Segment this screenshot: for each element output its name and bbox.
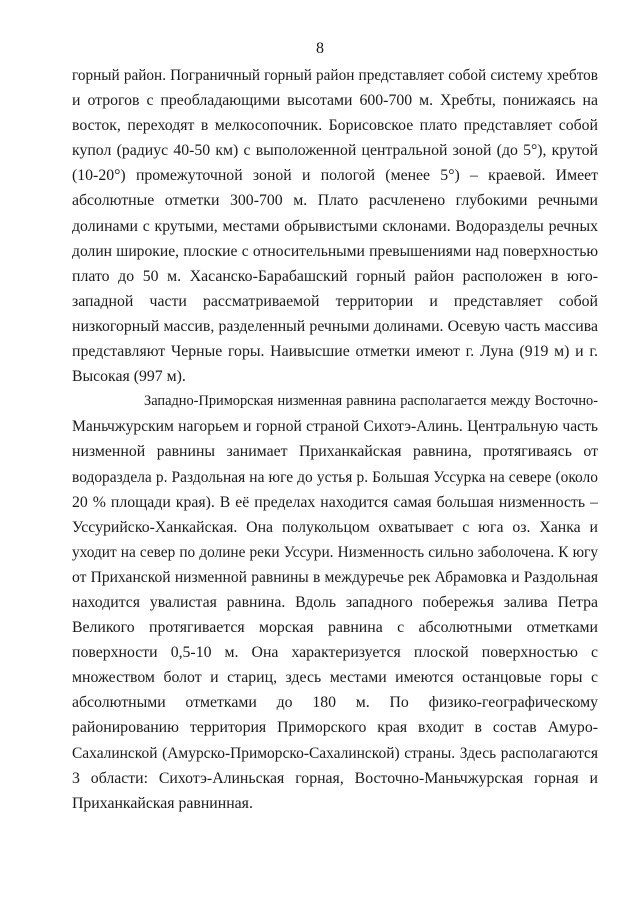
text-line: восток, переходят в мелкосопочник. Борисовское плато представляет собой [72,117,598,135]
text-line: и отрогов с преобладающими высотами 600-700 м. Хребты, понижаясь на [72,92,598,110]
text-line: Великого протягивается морская равнина с абсолютными отметками [72,619,598,637]
text-line: абсолютные отметки 300-700 м. Плато расчленено глубокими речными [72,192,598,210]
text-line: районированию территория Приморского края входит в состав Амуро- [72,719,598,737]
text-line: горный район. Пограничный горный район представляет собой систему хребтов [72,67,598,84]
text-line: от Приханской низменной равнины в междуречье рек Абрамовка и Раздольная [72,568,598,586]
text-line: (10-20°) промежуточной зоной и пологой (менее 5°) – краевой. Имеет [72,167,598,185]
text-line: абсолютными отметками до 180 м. По физико-географическому [72,694,598,712]
text-line: низкогорный массив, разделенный речными долинами. Осевую часть массива [72,317,598,335]
text-line: представляют Черные горы. Наивысшие отметки имеют г. Луна (919 м) и г. [72,343,598,361]
text-line: 20 % площади края). В её пределах находится самая большая низменность – [72,493,598,511]
text-line: купол (радиус 40-50 км) с выположенной центральной зоной (до 5°), крутой [72,142,598,160]
paragraph-western-plain [72,389,598,816]
text-line: Приханкайская равнинная. [72,794,253,812]
text-line: водораздела р. Раздольная на юге до устья р. Большая Уссурка на севере (около [72,468,598,486]
text-line: поверхности 0,5-10 м. Она характеризуется плоской поверхностью с [72,644,598,662]
text-line: западной части рассматриваемой территории и представляет собой [72,292,598,310]
text-line: Уссурийско-Ханкайская. Она полукольцом охватывает с юга оз. Ханка и [72,518,598,536]
text-line: долин широкие, плоские с относительными превышениями над поверхностью [72,242,598,260]
text-line: низменной равнины занимает Приханкайская равнина, протягиваясь от [72,443,598,461]
text-line: уходит на север по долине реки Уссури. Низменность сильно заболочена. К югу [72,543,598,561]
text-line: множеством болот и стариц, здесь местами имеются останцовые горы с [72,669,598,687]
text-line: плато до 50 м. Хасанско-Барабашский горный район расположен в юго- [72,267,598,285]
body-text [72,63,598,816]
text-line: Маньчжурским нагорьем и горной страной Сихотэ-Алинь. Центральную часть [72,418,598,436]
text-line: Западно-Приморская низменная равнина располагается между Восточно- [144,393,598,410]
page-number: 8 [316,40,324,57]
text-line: находится увалистая равнина. Вдоль западного побережья залива Петра [72,593,598,611]
text-line: Сахалинской (Амурско-Приморско-Сахалинской) страны. Здесь располагаются [72,744,598,762]
text-line: Высокая (997 м). [72,368,186,386]
text-line: долинами с крутыми, местами обрывистыми склонами. Водоразделы речных [72,217,598,235]
paragraph-continued [72,63,598,389]
text-line: 3 области: Сихотэ-Алиньская горная, Восточно-Маньчжурская горная и [72,769,598,787]
